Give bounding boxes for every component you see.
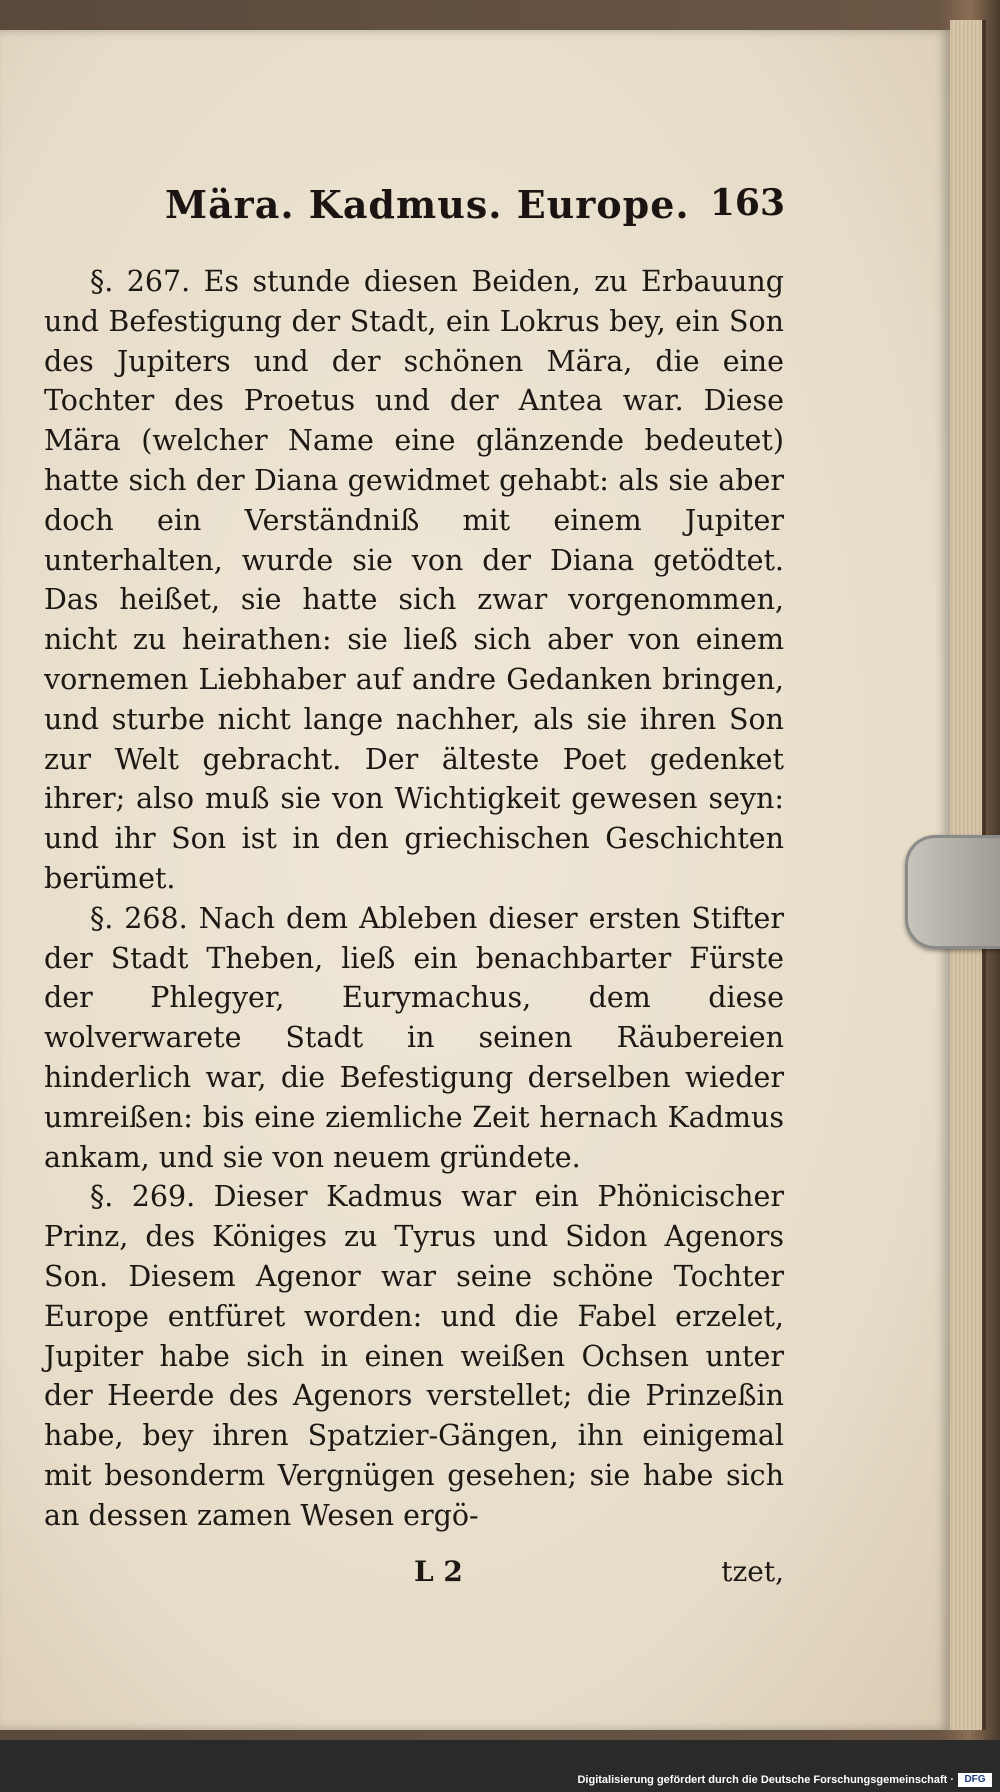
paragraph-268: §. 268. Nach dem Ableben dieser ersten Stifter der Stadt Theben, ließ ein benachbarter Fürste der Phlegyer, Eurymachus, dem diese wolverwarete Stadt in seinen Räubereien hinderlich war, die Befestigung derselben wieder umreißen: bis eine ziemliche Zeit hernach Kadmus ankam, und sie von neuem gründete. (44, 901, 784, 1174)
paragraph-269: §. 269. Dieser Kadmus war ein Phönicischer Prinz, des Königes zu Tyrus und Sidon Agenors Son. Diesem Agenor war seine schöne Tochter Europe entfüret worden: und die Fabel erzelet, Jupiter habe sich in einen weißen Ochsen unter der Heerde des Agenors verstellet; die Prinzeßin habe, bey ihren Spatzier-Gängen, ihn einigemal mit besonderm Vergnügen gesehen; sie habe sich an dessen zamen Wesen ergö- (44, 1180, 784, 1532)
page-header (165, 182, 785, 242)
running-title: Mära. Kadmus. Europe. (165, 182, 690, 227)
page-footer-line (44, 1555, 784, 1595)
signature-mark: L 2 (414, 1555, 463, 1588)
page-clip (905, 835, 1000, 949)
paragraph-267: §. 267. Es stunde diesen Beiden, zu Erbauung und Befestigung der Stadt, ein Lokrus bey, ein Son des Jupiters und der schönen Mära, die eine Tochter des Proetus und der Antea war. Diese Mära (welcher Name eine glänzende bedeutet) hatte sich der Diana gewidmet gehabt: als sie aber doch ein Verständniß mit einem Jupiter unterhalten, wurde sie von der Diana getödtet. Das heißet, sie hatte sich zwar vorgenommen, nicht zu heirathen: sie ließ sich aber von einem vornemen Liebhaber auf andre Gedanken bringen, und sturbe nicht lange nachher, als sie ihren Son zur Welt gebracht. Der älteste Poet gedenket ihrer; also muß sie von Wichtigkeit gewesen seyn: und ihr Son ist in den griechischen Geschichten berümet. (44, 265, 784, 895)
page-number: 163 (709, 182, 785, 224)
digitization-footer (0, 1740, 1000, 1792)
body-text (44, 262, 784, 1536)
dfg-logo-icon: DFG (958, 1773, 992, 1787)
catchword: tzet, (721, 1555, 784, 1588)
digitization-credit: Digitalisierung gefördert durch die Deutsche Forschungsgemeinschaft · (577, 1774, 954, 1786)
book-page (0, 30, 950, 1730)
